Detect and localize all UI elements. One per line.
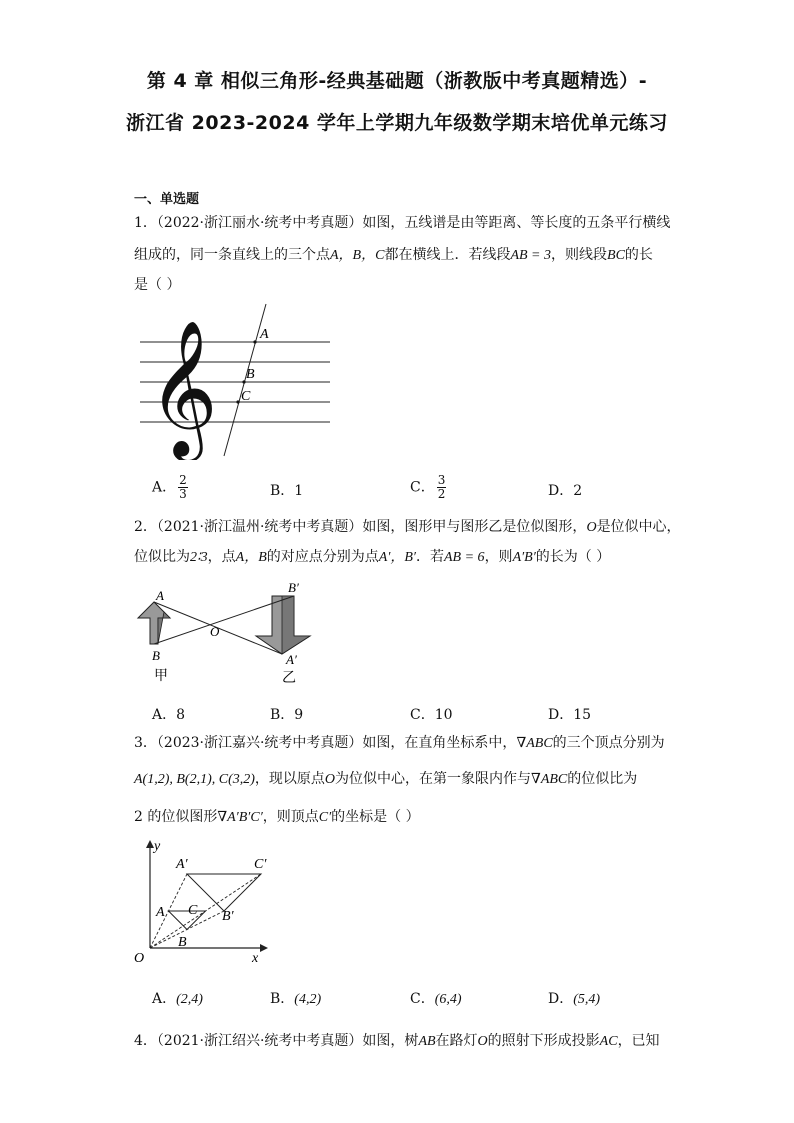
q3-fig-label-cp: C′ [254,857,267,872]
q1-fig-label-a: A [260,327,269,342]
q3-fig-label-ap: A′ [176,857,188,872]
q1-option-d[interactable]: D．2 [548,483,583,499]
q3-fig-label-bp: B′ [222,909,234,924]
q2-fig-label-bp: B′ [288,580,299,595]
q1-staff-figure [138,300,338,460]
q3-coordinate-figure [132,834,282,968]
q1-line3: 是（ ） [134,277,181,293]
q3-fig-axis-y: y [154,839,161,854]
q1-option-c[interactable]: C． $\frac{3}{2}$ [410,473,446,501]
q2-line1: 2．（2021·浙江温州·统考中考真题）如图，图形甲与图形乙是位似图形，O是位似中心， [134,519,681,535]
q3-option-d[interactable]: D．(5,4) [548,991,601,1007]
q3-fig-label-a: A [156,905,165,920]
q4-line1: 4．（2021·浙江绍兴·统考中考真题）如图，树AB在路灯O的照射下形成投影AC，已知 [134,1033,660,1049]
q2-fig-label-ap: A′ [286,652,297,667]
page-title-line1: 第 4 章 相似三角形-经典基础题（浙教版中考真题精选）- [146,70,648,92]
q2-fig-label-o: O [210,624,220,639]
q3-line2: A(1,2), B(2,1), C(3,2)，现以原点O为位似中心，在第一象限内作与∇ABC的位似比为 [134,771,638,787]
q2-fig-label-a: A [156,588,164,603]
q1-option-b[interactable]: B．1 [270,483,304,499]
q3-fig-label-b: B [178,935,187,950]
q2-fig-label-b: B [152,648,160,663]
q2-fig-label-yi: 乙 [282,671,296,686]
section-heading: 一、单选题 [134,192,200,207]
treble-clef-icon: 𝄞 [148,323,218,454]
q3-fig-axis-x: x [252,951,259,966]
q2-option-c[interactable]: C．10 [410,707,453,723]
q2-homothety-figure [134,578,334,688]
q1-fig-label-c: C [241,389,251,404]
page-title-line2: 浙江省 2023-2024 学年上学期九年级数学期末培优单元练习 [126,112,668,134]
q2-option-b[interactable]: B．9 [270,707,304,723]
q1-line2: 组成的，同一条直线上的三个点A，B，C都在横线上．若线段AB = 3，则线段BC的长 [134,247,653,263]
q2-fig-label-jia: 甲 [154,669,168,684]
q1-line1: 1．（2022·浙江丽水·统考中考真题）如图，五线谱是由等距离、等长度的五条平行横线 [134,215,671,231]
q1-fig-label-b: B [246,367,255,382]
q3-option-c[interactable]: C．(6,4) [410,991,462,1007]
q2-option-d[interactable]: D．15 [548,707,592,723]
q3-line1: 3．（2023·浙江嘉兴·统考中考真题）如图，在直角坐标系中，∇ABC的三个顶点分别为 [134,735,665,751]
q3-option-b[interactable]: B．(4,2) [270,991,322,1007]
q3-fig-label-c: C [188,903,198,918]
q3-line3: 2 的位似图形∇A′B′C′，则顶点C′的坐标是（ ） [134,809,420,825]
q3-option-a[interactable]: A．(2,4) [152,991,203,1007]
q2-option-a[interactable]: A．8 [152,707,186,723]
q3-fig-origin: O [134,951,145,966]
q1-option-a[interactable]: A． $\frac{2}{3}$ [152,473,187,501]
q2-line2: 位似比为2∶3，点A，B的对应点分别为点A′，B′．若AB = 6，则A′B′的长为（ ） [134,549,611,565]
